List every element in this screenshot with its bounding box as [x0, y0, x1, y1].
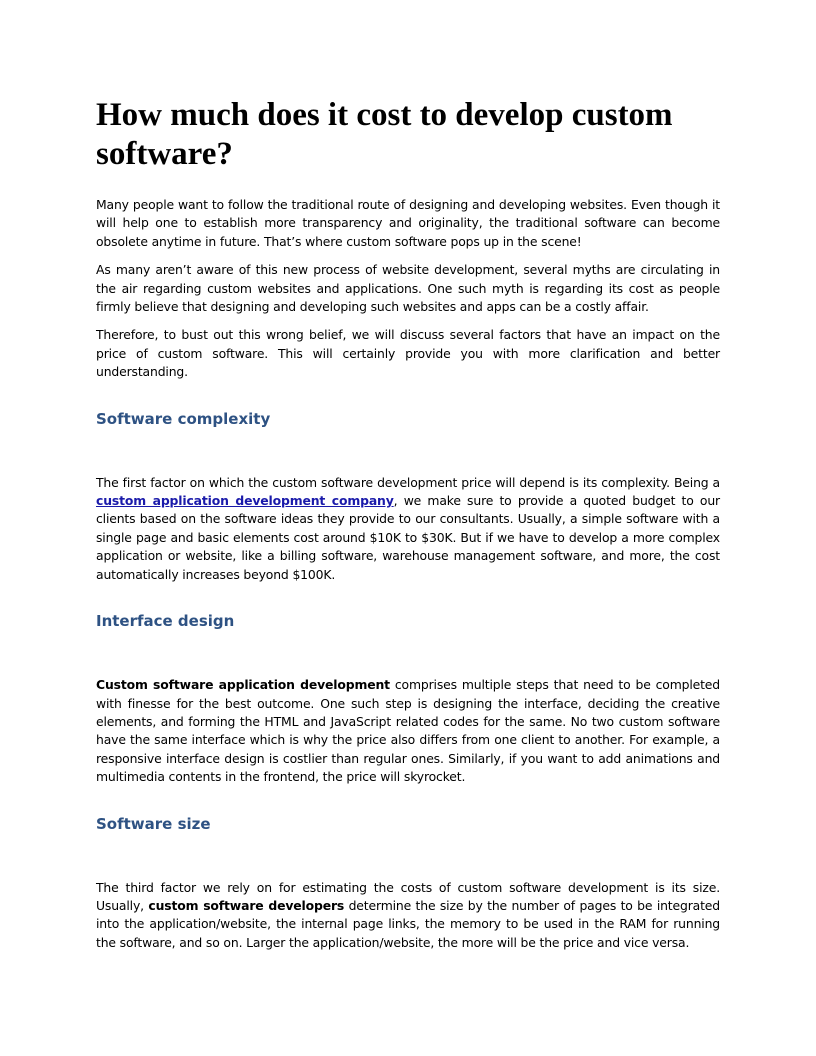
paragraph-text: comprises multiple steps that need to be completed with finesse for the best outcome. One such step is designing the interface, deciding the creative elements, and forming the HTML and JavaScript related codes for the same. No two custom software have the same interface which is why the price also differs from one client to another. For example, a responsive interface design is costlier than regular ones. Similarly, if you want to add animations and multimedia contents in the frontend, the price will skyrocket. — [96, 677, 720, 785]
paragraph-text: The third factor we rely on for estimating the costs of custom software development is its size. Usually, — [96, 879, 720, 913]
paragraph-text: determine the size by the number of pages to be integrated into the application/website, the internal page links, the memory to be used in the RAM for running the software, and so on. Larger the application/website, the more will be the price and vice versa. — [96, 897, 720, 950]
intro-paragraph-1: Many people want to follow the traditional route of designing and developing websites. Even though it will help one to establish more transparency and originality, the traditional software can become obsolete anytime in future. That’s where custom software pops up in the scene! — [96, 197, 720, 249]
section-heading-software-size: Software size — [96, 814, 211, 833]
paragraph-text: , we make sure to provide a quoted budget to our clients based on the software ideas they provide to our consultants. Usually, a simple software with a single page and basic elements cost around $10K to $30K. But if we have to develop a more complex application or website, like a billing software, warehouse management software, and more, the cost automatically increases beyond $100K. — [96, 493, 720, 582]
document-body — [96, 96, 720, 962]
paragraph-text: The first factor on which the custom software development price will depend is its complexity. Being a — [96, 474, 720, 490]
document-title: How much does it cost to develop custom software? — [96, 97, 673, 172]
section-paragraph-interface-design — [96, 676, 720, 786]
section-paragraph-software-complexity — [96, 474, 720, 584]
section-paragraph-software-size — [96, 879, 720, 953]
section-heading-interface-design: Interface design — [96, 612, 235, 631]
intro-paragraph-2: As many aren’t aware of this new process of website development, several myths are circulating in the air regarding custom websites and applications. One such myth is regarding its cost as people firmly believe that designing and developing such websites and apps can be a costly affair. — [96, 262, 720, 315]
bold-phrase: Custom software application development — [96, 677, 390, 693]
custom-application-development-company-link[interactable]: custom application development company — [96, 493, 394, 509]
section-heading-software-complexity: Software complexity — [96, 409, 271, 428]
intro-paragraph-3: Therefore, to bust out this wrong belief, we will discuss several factors that have an impact on the price of custom software. This will certainly provide you with more clarification and better understanding. — [96, 327, 720, 380]
bold-phrase: custom software developers — [148, 897, 345, 913]
